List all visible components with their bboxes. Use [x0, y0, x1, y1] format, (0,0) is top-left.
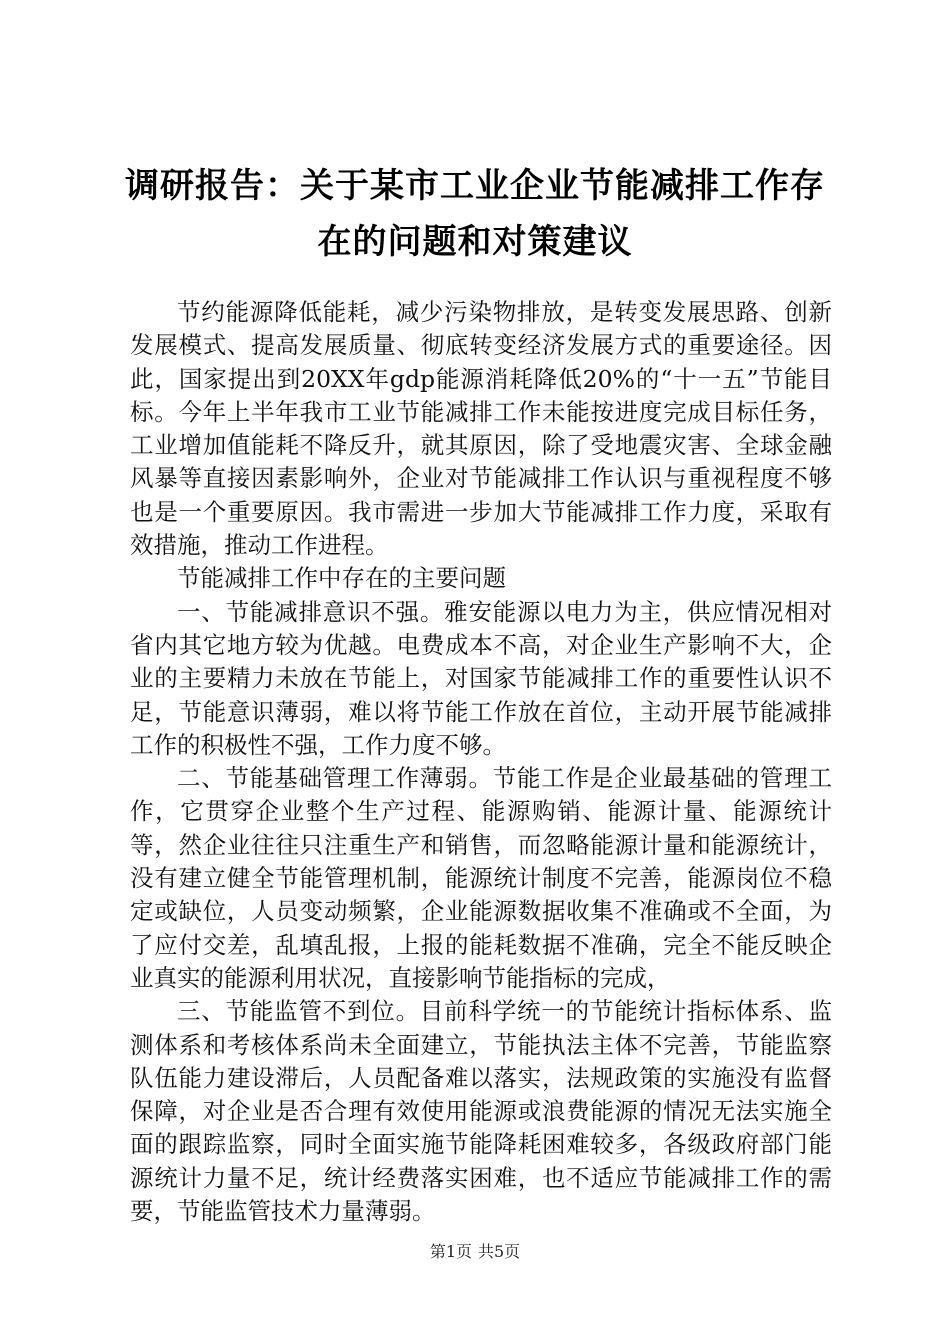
page-footer [0, 1242, 950, 1262]
paragraph-intro: 节约能源降低能耗，减少污染物排放，是转变发展思路、创新发展模式、提高发展质量、彻底转变经济发展方式的重要途径。因此，国家提出到20XX年gdp能源消耗降低20%的“十一五”节能目标。今年上半年我市工业节能减排工作未能按进度完成目标任务，工业增加值能耗不降反升，就其原因，除了受地震灾害、全球金融风暴等直接因素影响外，企业对节能减排工作认识与重视程度不够也是一个重要原因。我市需进一步加大节能减排工作力度，采取有效措施，推动工作进程。 [130, 298, 832, 560]
paragraph-problem-3: 三、节能监管不到位。目前科学统一的节能统计指标体系、监测体系和考核体系尚未全面建立，节能执法主体不完善，节能监察队伍能力建设滞后，人员配备难以落实，法规政策的实施没有监督保障，对企业是否合理有效使用能源或浪费能源的情况无法实施全面的跟踪监察，同时全面实施节能降耗困难较多，各级政府部门能源统计力量不足，统计经费落实困难，也不适应节能减排工作的需要，节能监管技术力量薄弱。 [130, 997, 832, 1226]
paragraph-problem-1: 一、节能减排意识不强。雅安能源以电力为主，供应情况相对省内其它地方较为优越。电费成本不高，对企业生产影响不大，企业的主要精力未放在节能上，对国家节能减排工作的重要性认识不足，节能意识薄弱，难以将节能工作放在首位，主动开展节能减排工作的积极性不强，工作力度不够。 [130, 597, 832, 759]
page-number: 第1页 [429, 1242, 472, 1261]
document-body [130, 296, 832, 1228]
page-total: 共5页 [478, 1242, 521, 1261]
section-heading-main-problems: 节能减排工作中存在的主要问题 [177, 564, 506, 593]
paragraph-problem-2: 二、节能基础管理工作薄弱。节能工作是企业最基础的管理工作，它贯穿企业整个生产过程、能源购销、能源计量、能源统计等，然企业往往只注重生产和销售，而忽略能源计量和能源统计，没有建立健全节能管理机制，能源统计制度不完善，能源岗位不稳定或缺位，人员变动频繁，企业能源数据收集不准确或不全面，为了应付交差，乱填乱报，上报的能耗数据不准确，完全不能反映企业真实的能源利用状况，直接影响节能指标的完成， [130, 764, 832, 992]
document-title: 调研报告：关于某市工业企业节能减排工作存在的问题和对策建议 [125, 166, 825, 262]
